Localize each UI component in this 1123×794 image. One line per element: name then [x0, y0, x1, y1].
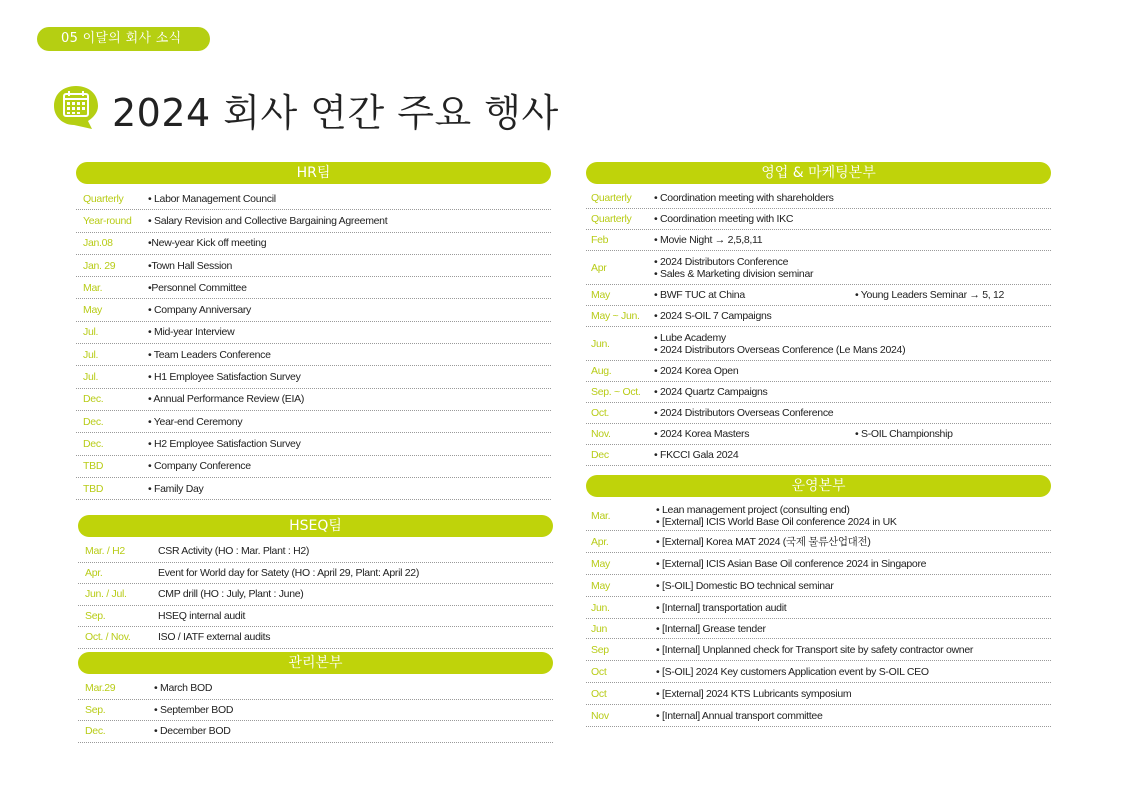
ops-rows [586, 501, 1051, 727]
row-event [654, 213, 1051, 225]
table-row [586, 382, 1051, 403]
row-event [654, 192, 1051, 204]
row-date: Quarterly [591, 213, 632, 225]
table-row [76, 233, 551, 255]
row-date: Mar. / H2 [85, 545, 125, 558]
row-date: Sep [591, 643, 609, 656]
row-event: • Year-end Ceremony [148, 415, 243, 428]
event-text: • BWF TUC at China [654, 289, 745, 301]
row-date: Mar. [83, 281, 103, 294]
event-text: • 2024 Quartz Campaigns [654, 386, 768, 398]
row-date: Quarterly [591, 192, 632, 204]
row-date: TBD [83, 482, 104, 495]
row-event: •New-year Kick off meeting [148, 237, 267, 250]
event-text: • Coordination meeting with IKC [654, 213, 794, 225]
event-text: • Coordination meeting with shareholders [654, 192, 834, 204]
event-line [656, 623, 1051, 635]
table-row [78, 678, 553, 700]
row-event [654, 407, 1051, 419]
event-text: • Movie Night → 2,5,8,11 [654, 234, 763, 246]
table-row [586, 445, 1051, 466]
row-event [656, 710, 1051, 722]
admin-rows [78, 678, 553, 743]
event-line [654, 289, 1051, 301]
event-text: • Lube Academy [654, 331, 726, 344]
table-row [586, 361, 1051, 382]
event-text: • 2024 Distributors Overseas Conference [654, 407, 834, 419]
row-date: Oct. / Nov. [85, 631, 131, 644]
table-row [76, 433, 551, 455]
row-event [656, 666, 1051, 678]
hr-header: HR팀 [76, 162, 551, 184]
event-line [654, 213, 1051, 225]
table-row [586, 683, 1051, 705]
event-line [656, 666, 1051, 678]
table-row [586, 661, 1051, 683]
table-row [78, 563, 553, 585]
table-row [586, 553, 1051, 575]
event-text: • 2024 S-OIL 7 Campaigns [654, 310, 772, 322]
event-text: • 2024 Korea Masters [654, 428, 750, 440]
row-date: Mar. [591, 509, 611, 522]
table-row [76, 478, 551, 500]
event-text: • 2024 Distributors Conference [654, 255, 789, 268]
event-text: • FKCCI Gala 2024 [654, 449, 739, 461]
event-line [654, 386, 1051, 398]
row-event [654, 256, 1051, 280]
table-row [586, 424, 1051, 445]
row-event: • Annual Performance Review (EIA) [148, 393, 305, 406]
event-text: • [Internal] Unplanned check for Transport site by safety contractor owner [656, 643, 974, 656]
row-date: Jan.08 [83, 237, 113, 250]
admin-section [78, 652, 553, 743]
row-date: Sep. [85, 703, 106, 716]
row-date: TBD [83, 460, 104, 473]
row-event [656, 534, 1051, 549]
hr-section [76, 162, 551, 500]
row-date: Oct [591, 665, 607, 678]
row-date: Jun. / Jul. [85, 588, 127, 601]
table-row [76, 366, 551, 388]
event-text: • [Internal] Annual transport committee [656, 709, 823, 722]
hseq-rows [78, 541, 553, 649]
row-date: Jul. [83, 371, 99, 384]
row-date: May ~ Jun. [591, 310, 640, 322]
row-event [656, 580, 1051, 592]
table-row [76, 389, 551, 411]
row-date: Quarterly [83, 192, 124, 205]
sales-header: 영업 & 마케팅본부 [586, 162, 1051, 184]
event-line [654, 428, 1051, 440]
event-text: • [External] Korea MAT 2024 (국제 물류산업대전) [656, 536, 871, 548]
table-row [76, 456, 551, 478]
event-text: • [External] ICIS Asian Base Oil conference 2024 in Singapore [656, 557, 927, 570]
table-row [586, 230, 1051, 251]
event-text-secondary: • S-OIL Championship [855, 428, 953, 440]
row-date: Aug. [591, 365, 612, 377]
row-event: • Labor Management Council [148, 192, 276, 205]
row-event [656, 644, 1051, 656]
table-row [78, 606, 553, 628]
row-event: • Company Anniversary [148, 304, 252, 317]
row-date: Nov [591, 709, 609, 722]
row-event: • Salary Revision and Collective Bargaining Agreement [148, 214, 388, 227]
event-text: • [S-OIL] 2024 Key customers Application event by S-OIL CEO [656, 665, 929, 678]
admin-header: 관리본부 [78, 652, 553, 674]
row-date: Sep. ~ Oct. [591, 386, 641, 398]
table-row [586, 188, 1051, 209]
event-text: • [S-OIL] Domestic BO technical seminar [656, 579, 834, 592]
table-row [586, 209, 1051, 230]
table-row [586, 501, 1051, 531]
row-date: Jan. 29 [83, 259, 116, 272]
hr-rows [76, 188, 551, 500]
event-line [654, 407, 1051, 419]
table-row [78, 721, 553, 743]
row-date: Oct [591, 687, 607, 700]
table-row [586, 639, 1051, 661]
row-event: • Mid-year Interview [148, 326, 235, 339]
row-event [654, 386, 1051, 398]
row-date: May [591, 289, 610, 301]
row-event: • December BOD [154, 725, 231, 738]
table-row [586, 619, 1051, 639]
event-line [656, 688, 1051, 700]
event-line [656, 580, 1051, 592]
row-date: Jun. [591, 337, 610, 350]
row-date: Dec. [83, 393, 104, 406]
row-event: • H1 Employee Satisfaction Survey [148, 371, 301, 384]
table-row [586, 531, 1051, 553]
row-date: Apr. [85, 566, 103, 579]
row-event [656, 623, 1051, 635]
row-event [654, 332, 1051, 356]
table-row [76, 322, 551, 344]
table-row [76, 411, 551, 433]
sales-rows [586, 188, 1051, 466]
row-date: Dec. [85, 725, 106, 738]
row-event: CSR Activity (HO : Mar. Plant : H2) [158, 545, 310, 558]
row-date: Sep. [85, 609, 106, 622]
ops-header: 운영본부 [586, 475, 1051, 497]
row-date: May [591, 579, 610, 592]
hseq-section [78, 515, 553, 649]
row-date: May [83, 304, 102, 317]
row-event [654, 449, 1051, 461]
row-date: Feb [591, 234, 609, 246]
table-row [76, 255, 551, 277]
table-row [586, 306, 1051, 327]
row-date: Mar.29 [85, 682, 116, 695]
table-row [586, 327, 1051, 361]
row-event [654, 289, 1051, 301]
event-line [654, 268, 1051, 280]
row-event [654, 310, 1051, 322]
table-row [586, 251, 1051, 285]
table-row [76, 299, 551, 321]
table-row [76, 344, 551, 366]
row-date: May [591, 557, 610, 570]
page-title: 2024 회사 연간 주요 행사 [112, 91, 559, 135]
calendar-icon [52, 84, 100, 130]
row-date: Apr. [591, 535, 609, 548]
row-event [654, 365, 1051, 377]
row-date: Jul. [83, 326, 99, 339]
event-line [654, 256, 1051, 268]
row-date: Apr [591, 261, 607, 274]
row-event: CMP drill (HO : July, Plant : June) [158, 588, 304, 601]
table-row [76, 188, 551, 210]
event-text: • 2024 Korea Open [654, 365, 739, 377]
row-date: Dec. [83, 415, 104, 428]
event-line [654, 192, 1051, 204]
event-line [656, 644, 1051, 656]
row-event [656, 688, 1051, 700]
row-event [654, 428, 1051, 440]
row-event: • Company Conference [148, 460, 251, 473]
row-event: • Team Leaders Conference [148, 348, 271, 361]
row-event [656, 558, 1051, 570]
event-line [654, 310, 1051, 322]
row-event: • September BOD [154, 703, 234, 716]
row-event [656, 602, 1051, 614]
row-event [654, 234, 1051, 246]
row-date: Oct. [591, 407, 610, 419]
event-line [654, 234, 1051, 246]
table-row [76, 277, 551, 299]
event-line [654, 365, 1051, 377]
row-event: Event for World day for Satety (HO : April 29, Plant: April 22) [158, 566, 420, 579]
event-text: • Sales & Marketing division seminar [654, 267, 814, 280]
event-line [654, 344, 1051, 356]
table-row [78, 700, 553, 722]
event-line [654, 332, 1051, 344]
event-text-secondary: • Young Leaders Seminar → 5, 12 [855, 289, 1005, 301]
table-row [76, 210, 551, 232]
row-event: ISO / IATF external audits [158, 631, 271, 644]
table-row [78, 627, 553, 649]
event-line [656, 534, 1051, 549]
row-event: •Town Hall Session [148, 259, 233, 272]
event-line [656, 504, 1051, 516]
row-date: Jul. [83, 348, 99, 361]
event-line [654, 449, 1051, 461]
event-text: • [External] ICIS World Base Oil conference 2024 in UK [656, 515, 897, 528]
table-row [78, 584, 553, 606]
hseq-header: HSEQ팀 [78, 515, 553, 537]
row-event: •Personnel Committee [148, 281, 247, 294]
ops-section [586, 475, 1051, 727]
event-line [656, 710, 1051, 722]
row-event: HSEQ internal audit [158, 609, 246, 622]
event-text: • 2024 Distributors Overseas Conference (Le Mans 2024) [654, 343, 906, 356]
row-date: Dec. [83, 437, 104, 450]
row-event [656, 504, 1051, 528]
table-row [586, 285, 1051, 306]
event-line [656, 602, 1051, 614]
section-badge: 05 이달의 회사 소식 [37, 27, 210, 51]
row-event: • March BOD [154, 682, 213, 695]
table-row [586, 403, 1051, 424]
table-row [78, 541, 553, 563]
row-date: Dec [591, 449, 609, 461]
table-row [586, 597, 1051, 619]
table-row [586, 705, 1051, 727]
event-line [656, 516, 1051, 528]
row-event: • H2 Employee Satisfaction Survey [148, 437, 301, 450]
event-text: • Lean management project (consulting end) [656, 503, 850, 516]
table-row [586, 575, 1051, 597]
event-text: • [Internal] Grease tender [656, 622, 766, 635]
event-text: • [Internal] transportation audit [656, 601, 787, 614]
row-date: Jun. [591, 601, 610, 614]
row-date: Jun [591, 622, 608, 635]
sales-section [586, 162, 1051, 466]
row-date: Year-round [83, 214, 132, 227]
event-text: • [External] 2024 KTS Lubricants symposium [656, 687, 852, 700]
row-event: • Family Day [148, 482, 204, 495]
row-date: Nov. [591, 428, 611, 440]
event-line [656, 558, 1051, 570]
